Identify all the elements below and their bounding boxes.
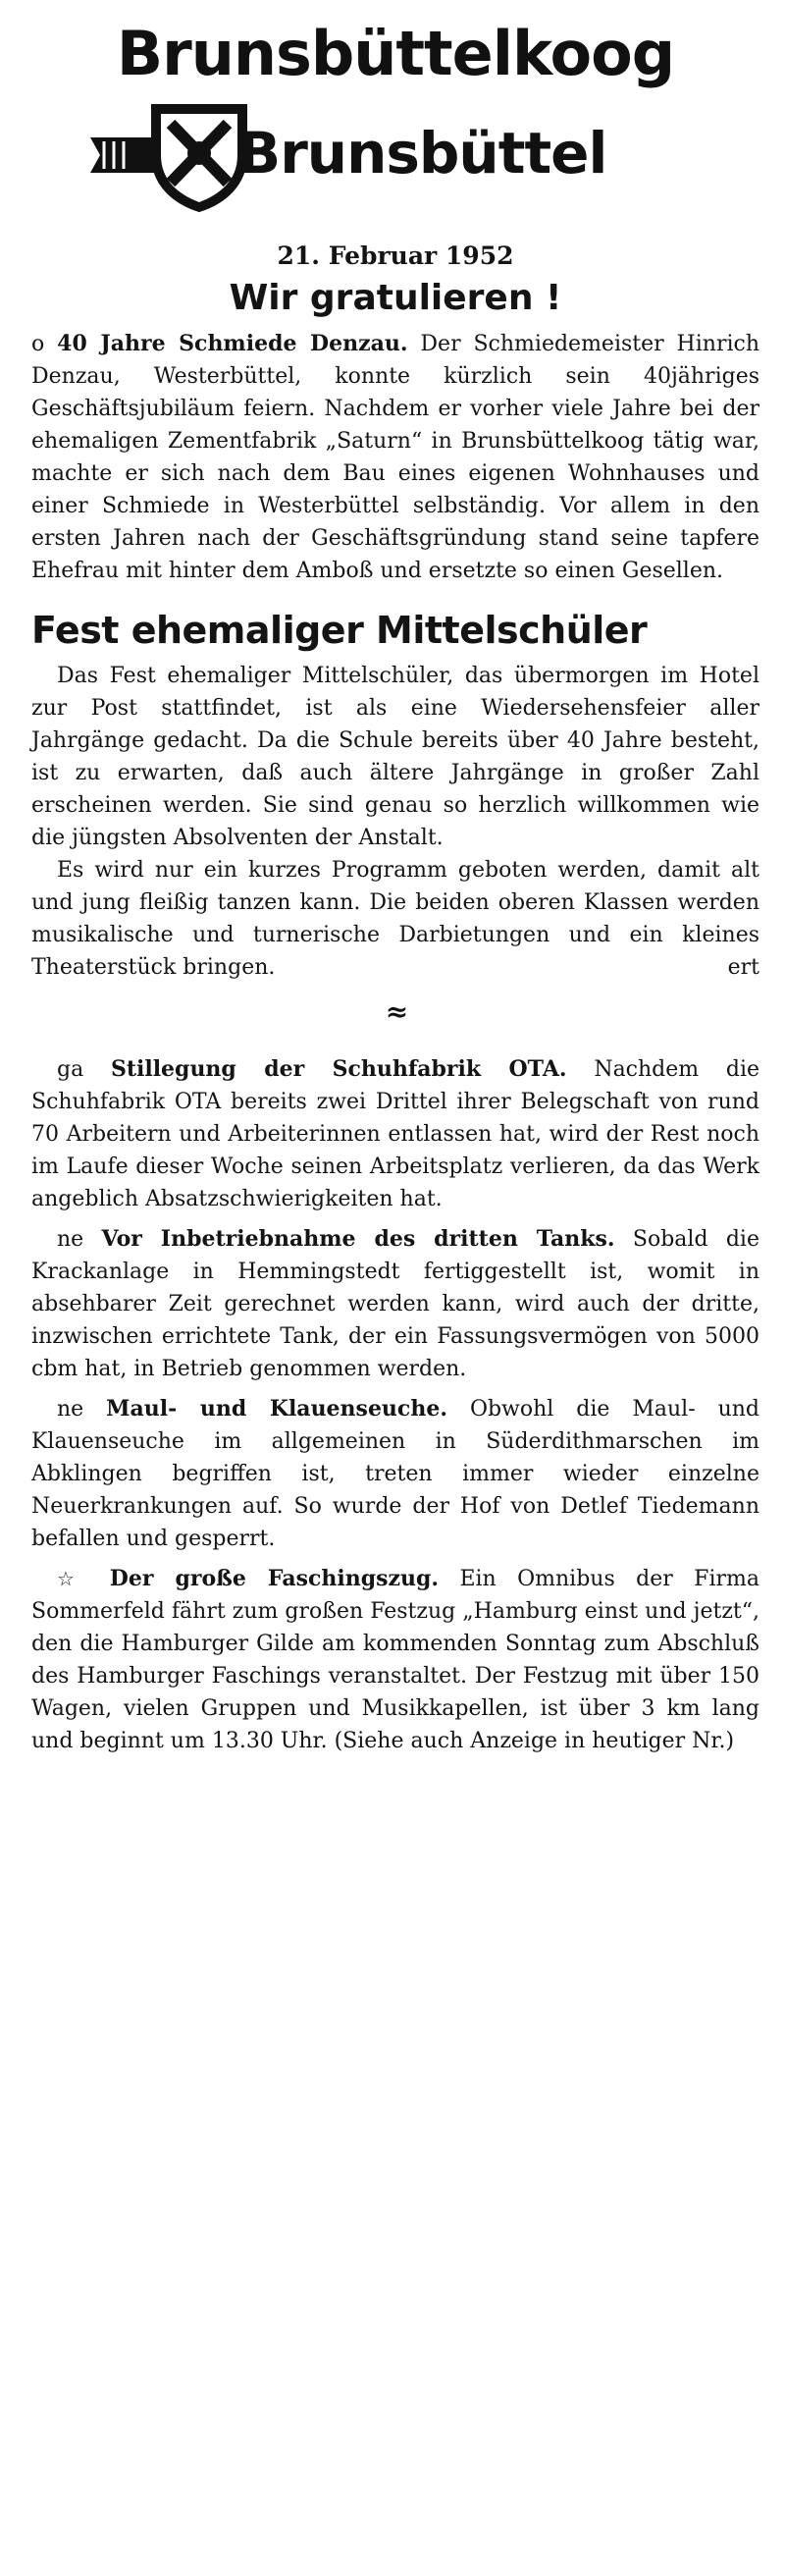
article-lead: Stillegung der Schuhfabrik OTA. <box>110 1056 567 1082</box>
dateline: 21. Februar 1952 <box>277 242 514 270</box>
article-lead: Maul- und Klauenseuche. <box>106 1396 447 1422</box>
article-schmiede <box>31 328 759 587</box>
article-prefix: ne <box>57 1397 84 1422</box>
article-faschingszug <box>31 1563 759 1757</box>
article-lead: Der große Faschingszug. <box>109 1566 440 1591</box>
article-prefix: ne <box>57 1227 84 1252</box>
article-fest-para1: Das Fest ehemaliger Mittelschüler, das übermorgen im Hotel zur Post stattfindet, ist als eine Wiedersehensfeier aller Jahrgänge gedacht. Da die Schule bereits über 40 Jahre besteht, ist zu erwarten, daß auch ältere Jahrgänge in großer Zahl erscheinen werden. Sie sind genau so herzlich willkommen wie die jüngsten Absolventen der Anstalt. <box>31 664 759 850</box>
article-fest-para2 <box>31 854 759 984</box>
article-prefix: ga <box>57 1057 84 1082</box>
article-body: Ein Omnibus der Firma Sommerfeld fährt zum großen Festzug „Hamburg einst und jetzt“, den die Hamburger Gilde am kommenden Sonntag zum Abschluß des Hamburger Faschings veranstaltet. Der Festzug mit über 150 Wagen, vielen Gruppen und Musikkapellen, ist über 3 km lang und beginnt um 13.30 Uhr. (Siehe auch Anzeige in heutiger Nr.) <box>31 1567 759 1753</box>
article-body: Obwohl die Maul- und Klauenseuche im allgemeinen in Süderdithmarschen im Abklingen begriffen ist, treten immer wieder einzelne Neuerkrankungen auf. So wurde der Hof von Detlef Tiedemann befallen und gesperrt. <box>31 1397 759 1551</box>
masthead-row2 <box>90 98 699 216</box>
byline: ert <box>727 955 759 980</box>
article-fest-para2-text: Es wird nur ein kurzes Programm geboten werden, damit alt und jung fleißig tanzen kann. Die beiden oberen Klassen werden musikalische und turnerische Darbietungen und ein kleines Theaterstück bringen. <box>31 858 759 980</box>
separator-ornament: ≈ <box>385 995 406 1028</box>
article-body: Der Schmiedemeister Hinrich Denzau, Westerbüttel, konnte kürzlich sein 40jähriges Geschäftsjubiläum feiern. Nachdem er vorher viele Jahre bei der ehemaligen Zementfabrik „Saturn“ in Brunsbüttelkoog tätig war, machte er sich nach dem Bau eines eigenen Wohnhauses und einer Schmiede in Westerbüttel selbständig. Vor allem in den ersten Jahren nach der Geschäftsgründung stand seine tapfere Ehefrau mit hinter dem Amboß und ersetzte so einen Gesellen. <box>31 332 759 583</box>
article-lead: 40 Jahre Schmiede Denzau. <box>57 331 408 356</box>
article-schuhfabrik <box>31 1053 759 1215</box>
article-body: Sobald die Krackanlage in Hemmingstedt fertiggestellt ist, womit in absehbarer Zeit gerechnet werden kann, wird auch der dritte, inzwischen errichtete Tank, der ein Fassungsvermögen von 5000 cbm hat, in Betrieb genommen werden. <box>31 1227 759 1381</box>
article-prefix: o <box>31 332 45 356</box>
headline-mittelschueler: Fest ehemaliger Mittelschüler <box>31 609 648 652</box>
star-icon: ☆ <box>57 1567 89 1590</box>
article-tank <box>31 1223 759 1385</box>
masthead-title-line1: Brunsbüttelkoog <box>116 18 675 89</box>
masthead <box>31 0 759 228</box>
masthead-title-line2: Brunsbüttel <box>237 120 607 187</box>
article-lead: Vor Inbetriebnahme des dritten Tanks. <box>101 1226 615 1252</box>
headline-gratulation: Wir gratulieren ! <box>229 278 562 318</box>
article-seuche <box>31 1393 759 1555</box>
article-body: Nachdem die Schuhfabrik OTA bereits zwei Drittel ihrer Belegschaft von rund 70 Arbeitern und Arbeiterinnen entlassen hat, wird der Rest noch im Laufe dieser Woche seinen Arbeitsplatz verlieren, da das Werk angeblich Absatzschwierigkeiten hat. <box>31 1057 759 1211</box>
